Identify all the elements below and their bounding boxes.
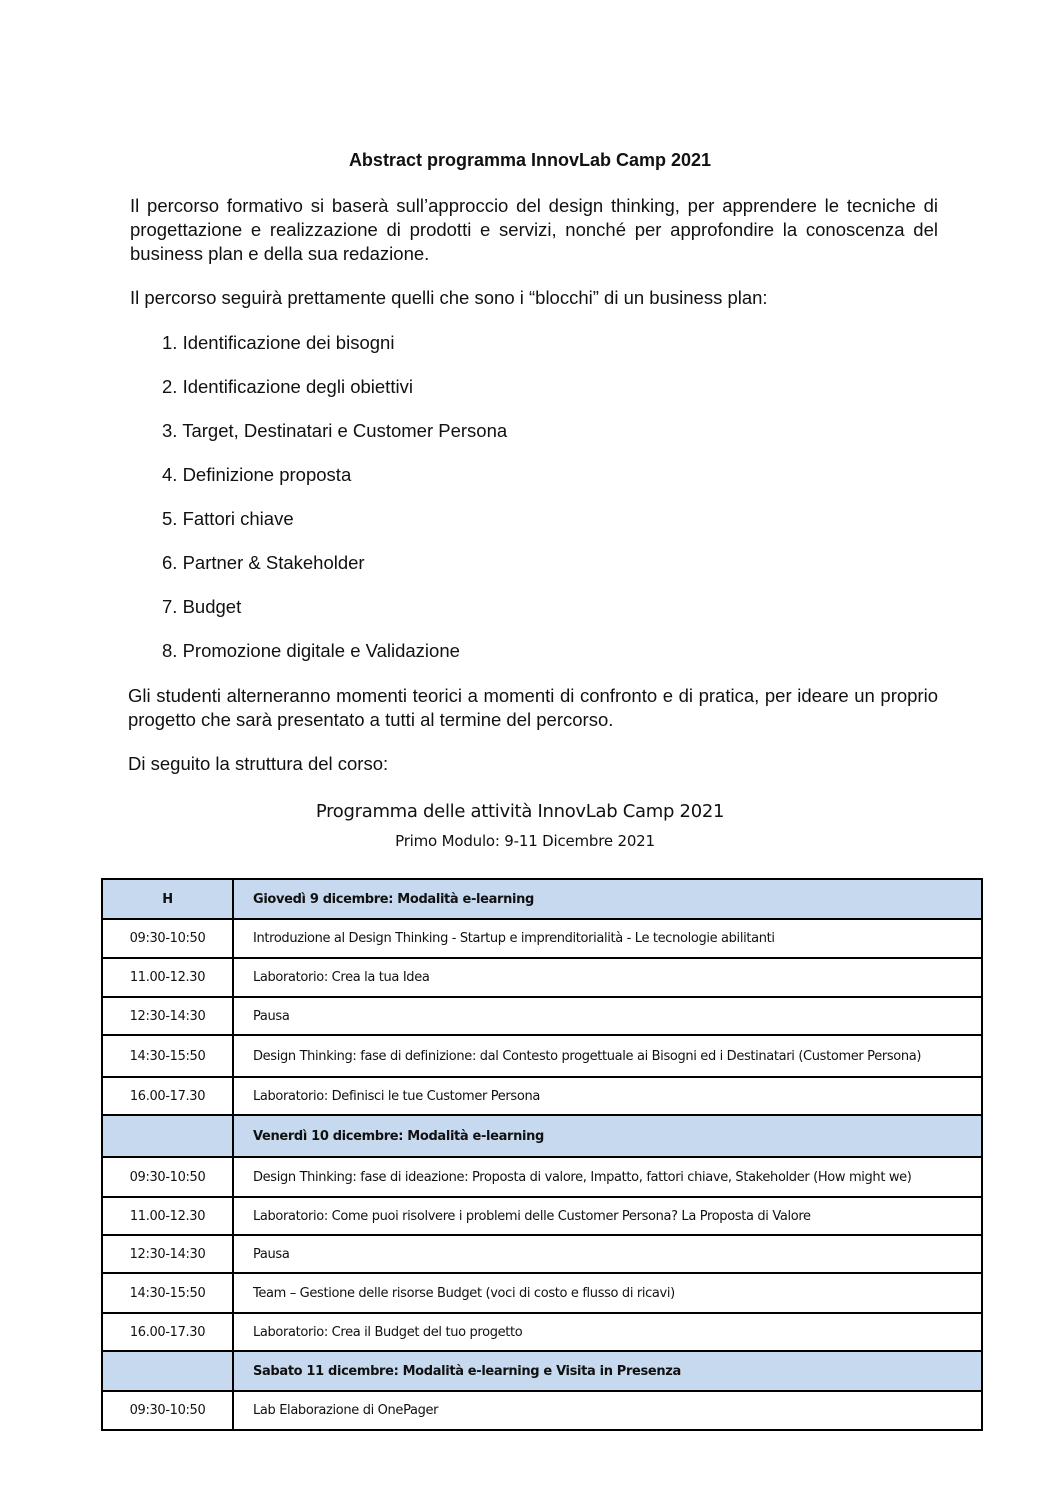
time-cell: 12:30-14:30 [102,997,233,1035]
business-plan-blocks-list [162,331,507,683]
day-title-cell: Venerdì 10 dicembre: Modalità e-learning [233,1115,982,1157]
table-row [102,1157,982,1197]
document-title: Abstract programma InnovLab Camp 2021 [348,150,712,170]
activity-cell: Laboratorio: Crea il Budget del tuo progetto [233,1313,982,1351]
day-header-row [102,1115,982,1157]
programme-title: Programma delle attività InnovLab Camp 2021 [315,801,725,822]
blocks-intro-paragraph: Il percorso seguirà prettamente quelli che sono i “blocchi” di un business plan: [130,287,768,308]
time-cell: 11.00-12.30 [102,1197,233,1235]
activity-cell: Team – Gestione delle risorse Budget (voci di costo e flusso di ricavi) [233,1273,982,1313]
time-cell: 09:30-10:50 [102,919,233,958]
activity-cell: Laboratorio: Crea la tua Idea [233,958,982,997]
structure-intro-paragraph: Di seguito la struttura del corso: [128,753,389,774]
table-row [102,958,982,997]
schedule-table [101,878,983,1431]
time-cell: 12:30-14:30 [102,1235,233,1273]
list-item: 8. Promozione digitale e Validazione [162,640,460,661]
list-item: 3. Target, Destinatari e Customer Persona [162,420,508,441]
activity-cell: Introduzione al Design Thinking - Startup e imprenditorialità - Le tecnologie abilitanti [233,919,982,958]
list-item: 4. Definizione proposta [162,464,352,485]
list-item: 1. Identificazione dei bisogni [162,332,395,353]
list-item: 2. Identificazione degli obiettivi [162,376,413,397]
table-row [102,1077,982,1115]
activity-cell: Design Thinking: fase di ideazione: Proposta di valore, Impatto, fattori chiave, Stakeholder (How might we) [233,1157,982,1197]
activity-cell: Design Thinking: fase di definizione: dal Contesto progettuale ai Bisogni ed i Destinatari (Customer Persona) [233,1035,982,1077]
activity-cell: Lab Elaborazione di OnePager [233,1391,982,1430]
intro-paragraph: Il percorso formativo si baserà sull’approccio del design thinking, per apprendere le tecniche di progettazione e realizzazione di prodotti e servizi, nonché per approfondire la conoscenza del business plan e della sua redazione. [130,195,938,264]
list-item: 5. Fattori chiave [162,508,294,529]
time-cell: H [102,879,233,919]
list-item: 6. Partner & Stakeholder [162,552,365,573]
day-header-row [102,879,982,919]
table-row [102,1313,982,1351]
table-row [102,997,982,1035]
students-paragraph: Gli studenti alterneranno momenti teorici a momenti di confronto e di pratica, per ideare un proprio progetto che sarà presentato a tutti al termine del percorso. [128,685,938,730]
table-row [102,919,982,958]
day-header-row [102,1351,982,1391]
time-cell [102,1115,233,1157]
day-title-cell: Sabato 11 dicembre: Modalità e-learning e Visita in Presenza [233,1351,982,1391]
activity-cell: Laboratorio: Definisci le tue Customer Persona [233,1077,982,1115]
programme-subtitle: Primo Modulo: 9-11 Dicembre 2021 [395,832,655,850]
day-title-cell: Giovedì 9 dicembre: Modalità e-learning [233,879,982,919]
time-cell: 16.00-17.30 [102,1313,233,1351]
time-cell: 11.00-12.30 [102,958,233,997]
time-cell: 14:30-15:50 [102,1273,233,1313]
activity-cell: Pausa [233,997,982,1035]
time-cell: 16.00-17.30 [102,1077,233,1115]
time-cell: 09:30-10:50 [102,1391,233,1430]
table-row [102,1197,982,1235]
table-row [102,1391,982,1430]
table-row [102,1235,982,1273]
activity-cell: Pausa [233,1235,982,1273]
table-row [102,1035,982,1077]
table-row [102,1273,982,1313]
activity-cell: Laboratorio: Come puoi risolvere i problemi delle Customer Persona? La Proposta di Valore [233,1197,982,1235]
time-cell [102,1351,233,1391]
list-item: 7. Budget [162,596,242,617]
time-cell: 09:30-10:50 [102,1157,233,1197]
time-cell: 14:30-15:50 [102,1035,233,1077]
